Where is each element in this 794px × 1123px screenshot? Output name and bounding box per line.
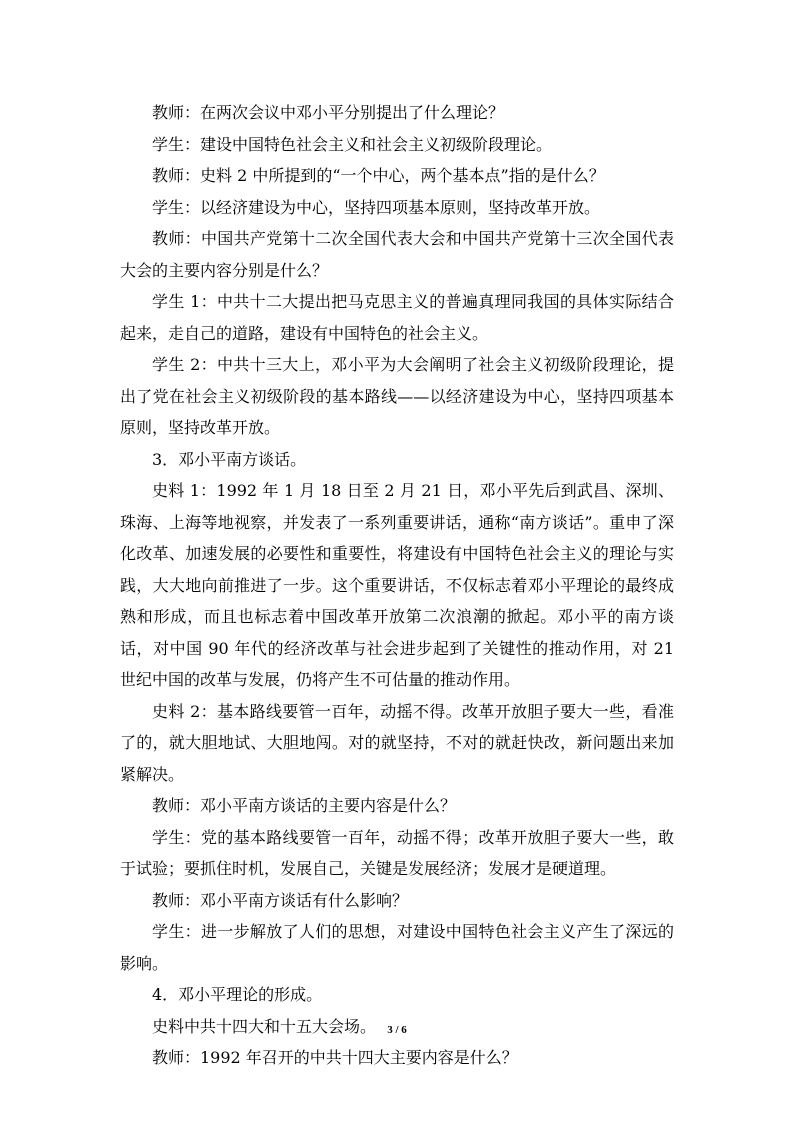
paragraph: 教师：邓小平南方谈话的主要内容是什么？ (152, 796, 457, 815)
paragraph: 史料 1：1992 年 1 月 18 日至 2 月 21 日，邓小平先后到武昌、深圳、珠海、上海等地视察，并发表了一系列重要讲话，通称“南方谈话”。重申了深化改革、加速发展的必要性和重要性，将建设有中国特色社会主义的理论与实践，大大地向前推进了一步。这个重要讲话，不仅标志着邓小平理论的最终成熟和形成，而且也标志着中国改革开放第二次浪潮的掀起。邓小平的南方谈话，对中国 90 年代的经济改革与社会进步起到了关键性的推动作用，对 21 世纪中国的改革与发展，仍将产生不可估量的推动作用。 (120, 481, 674, 689)
paragraph: 学生 1：中共十二大提出把马克思主义的普遍真理同我国的具体实际结合起来，走自己的道路，建设有中国特色的社会主义。 (120, 292, 674, 343)
paragraph: 学生：党的基本路线要管一百年，动摇不得；改革开放胆子要大一些，敢于试验；要抓住时机，发展自己，关键是发展经济；发展才是硬道理。 (120, 827, 674, 878)
paragraph: 教师：史料 2 中所提到的“一个中心，两个基本点”指的是什么？ (152, 166, 605, 185)
paragraph: 教师：在两次会议中邓小平分别提出了什么理论？ (152, 103, 505, 122)
page-number: 3 / 6 (387, 1024, 407, 1036)
paragraph: 教师：中国共产党第十二次全国代表大会和中国共产党第十三次全国代表大会的主要内容分别是什么？ (120, 229, 674, 280)
paragraph: 学生：以经济建设为中心，坚持四项基本原则，坚持改革开放。 (152, 197, 601, 217)
paragraph: 教师：1992 年召开的中共十四大主要内容是什么？ (152, 1048, 518, 1067)
paragraph: 学生：进一步解放了人们的思想，对建设中国特色社会主义产生了深远的影响。 (120, 922, 674, 973)
document-body (120, 97, 674, 1074)
paragraph: 史料 2：基本路线要管一百年，动摇不得。改革开放胆子要大一些，看准了的，就大胆地试、大胆地闯。对的就坚持，不对的就赶快改，新问题出来加紧解决。 (120, 701, 674, 784)
paragraph: 学生 2：中共十三大上，邓小平为大会阐明了社会主义初级阶段理论，提出了党在社会主义初级阶段的基本路线——以经济建设为中心，坚持四项基本原则，坚持改革开放。 (120, 355, 674, 437)
paragraph: 学生：建设中国特色社会主义和社会主义初级阶段理论。 (152, 134, 553, 154)
section-heading: 3．邓小平南方谈话。 (152, 449, 307, 469)
section-heading: 4．邓小平理论的形成。 (152, 985, 323, 1004)
paragraph: 史料中共十四大和十五大会场。 (152, 1016, 377, 1036)
paragraph: 教师：邓小平南方谈话有什么影响？ (152, 890, 409, 910)
